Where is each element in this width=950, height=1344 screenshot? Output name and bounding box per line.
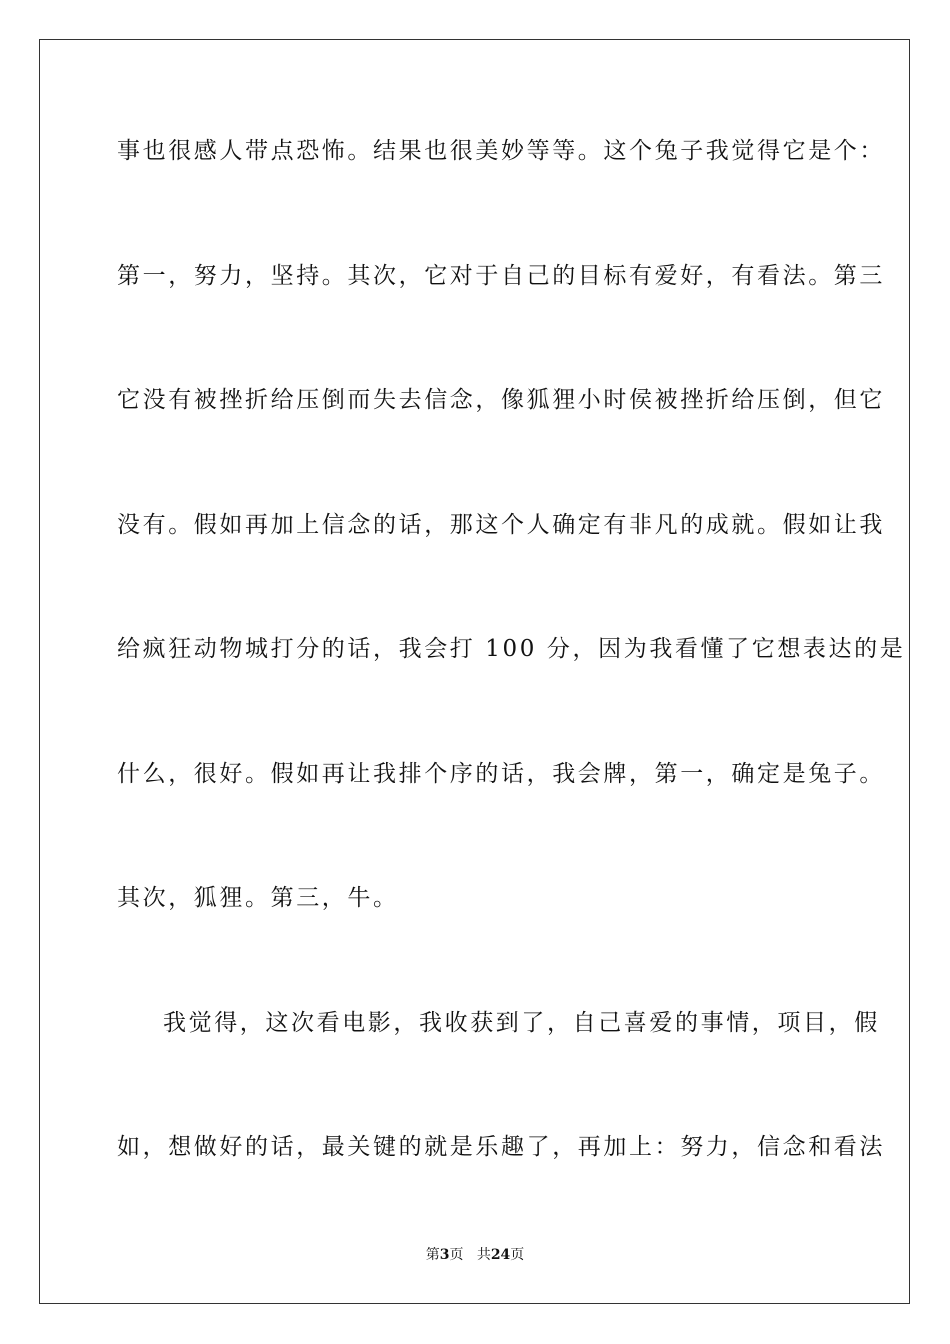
footer-page-number: 3 [439, 1247, 450, 1263]
paragraph-line-6: 什么，很好。假如再让我排个序的话，我会牌，第一，确定是兔子。 [117, 761, 885, 787]
paragraph-line-1: 事也很感人带点恐怖。结果也很美妙等等。这个兔子我觉得它是个： [117, 138, 885, 164]
paragraph-line-3: 它没有被挫折给压倒而失去信念，像狐狸小时侯被挫折给压倒，但它 [117, 387, 885, 413]
paragraph-line-5: 给疯狂动物城打分的话，我会打 100 分，因为我看懂了它想表达的是 [117, 636, 906, 662]
footer-total-prefix: 共 [476, 1247, 491, 1263]
paragraph-line-2: 第一，努力，坚持。其次，它对于自己的目标有爱好，有看法。第三 [117, 263, 885, 289]
paragraph-line-4: 没有。假如再加上信念的话，那这个人确定有非凡的成就。假如让我 [117, 512, 885, 538]
footer-total-suffix: 页 [510, 1247, 525, 1263]
footer-page-suffix: 页 [449, 1247, 464, 1263]
paragraph-line-8: 我觉得，这次看电影，我收获到了，自己喜爱的事情，项目，假 [163, 1010, 880, 1036]
paragraph-line-7: 其次，狐狸。第三，牛。 [117, 885, 399, 911]
footer-page-prefix: 第 [425, 1247, 440, 1263]
page-border [39, 39, 910, 1304]
page-footer [0, 1246, 950, 1264]
paragraph-line-9: 如，想做好的话，最关键的就是乐趣了，再加上：努力，信念和看法 [117, 1134, 885, 1160]
footer-total-pages: 24 [490, 1247, 511, 1263]
